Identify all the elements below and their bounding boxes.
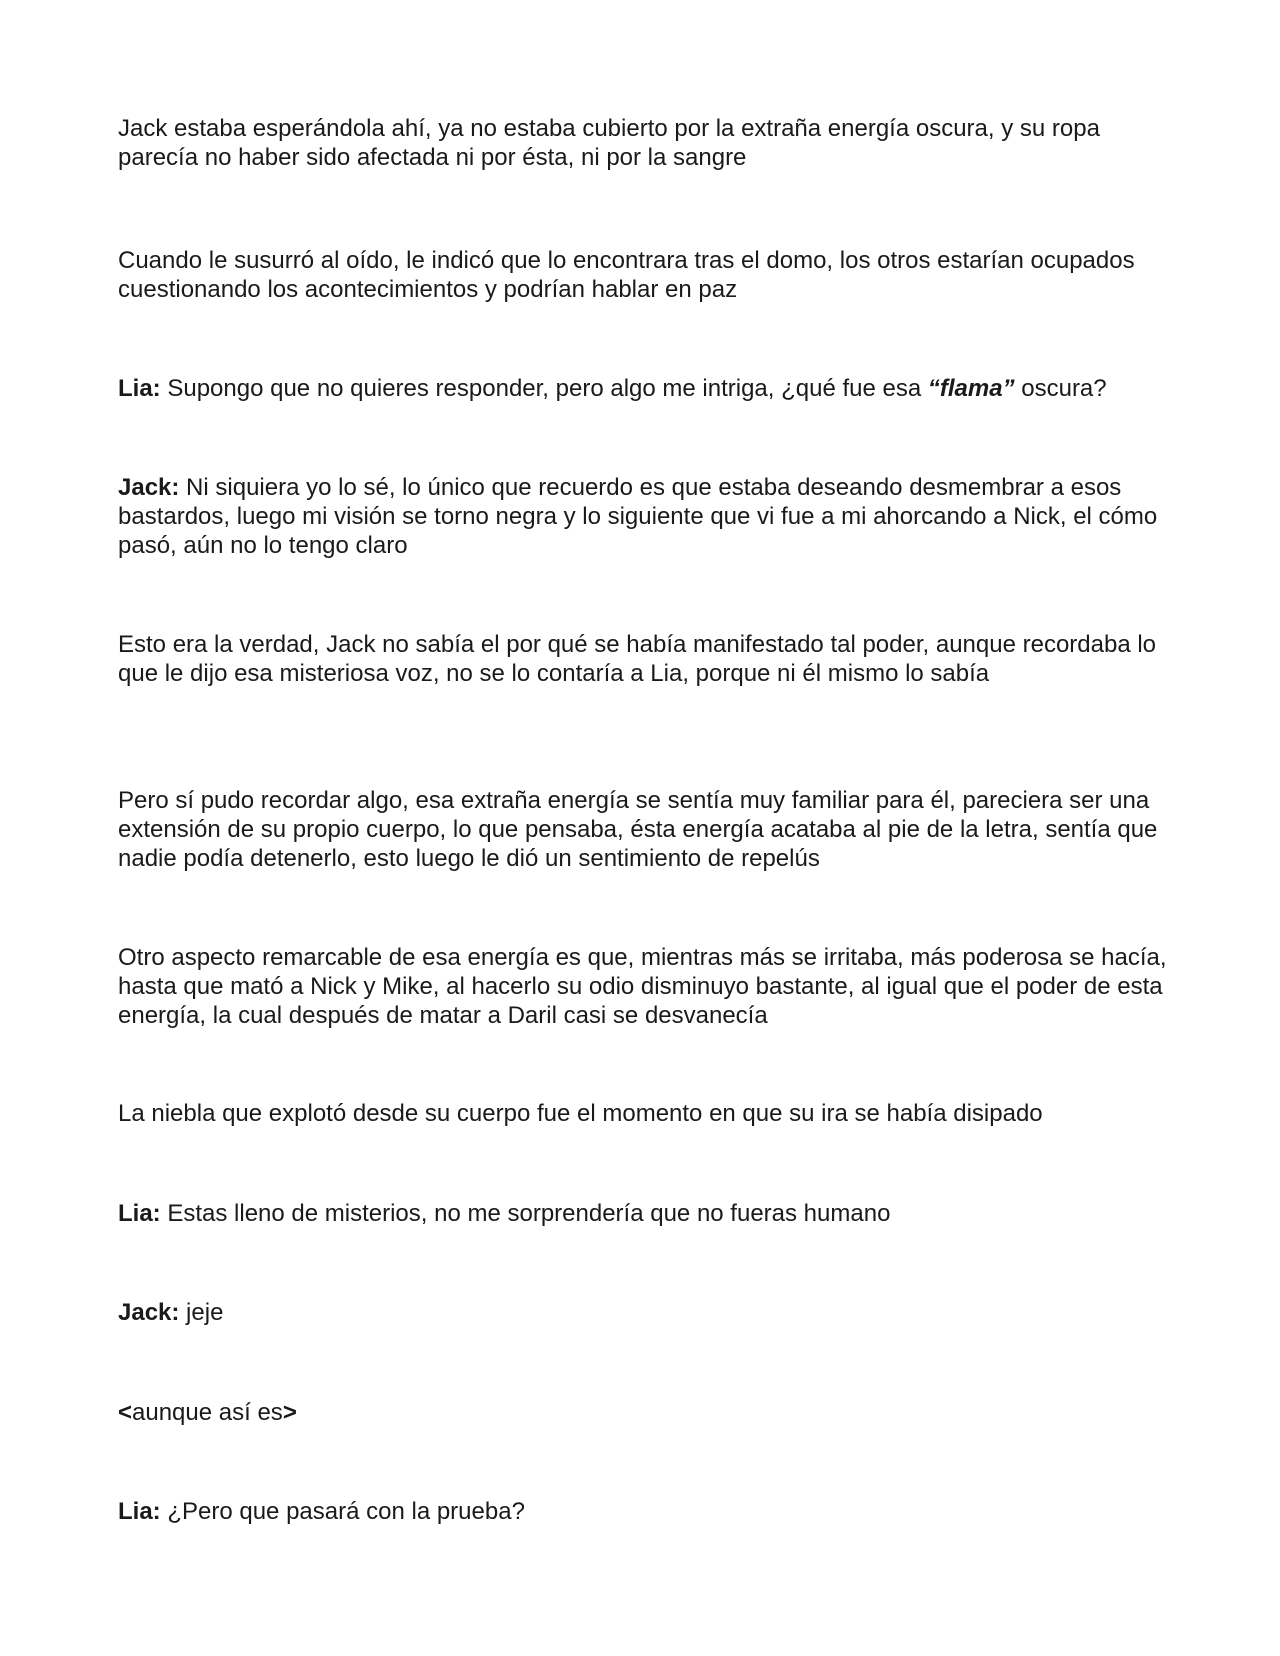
paragraph-text: Pero sí pudo recordar algo, esa extraña energía se sentía muy familiar para él, pareciera ser una extensión de su propio cuerpo, lo que pensaba, ésta energía acataba al pie de la letra, sentía que nadie podía detenerlo, esto luego le dió un sentimiento de repelús	[118, 787, 1158, 872]
dialogue-text-end: oscura?	[1014, 375, 1107, 402]
paragraph-text: Cuando le susurró al oído, le indicó que lo encontrara tras el domo, los otros estarían ocupados cuestionando los acontecimientos y podrían hablar en paz	[118, 247, 1135, 303]
paragraph-text: Otro aspecto remarcable de esa energía es que, mientras más se irritaba, más poderosa se hacía, hasta que mató a Nick y Mike, al hacerlo su odio disminuyo bastante, al igual que el poder de esta energía, la cual después de matar a Daril casi se desvanecía	[118, 944, 1167, 1029]
paragraph-narration-5	[118, 943, 1168, 1030]
dialogue-lia-1	[118, 374, 1168, 403]
speaker-name: Lia:	[118, 1498, 161, 1525]
close-bracket: >	[282, 1399, 297, 1426]
paragraph-narration-4	[118, 786, 1168, 873]
paragraph-text: Jack estaba esperándola ahí, ya no estaba cubierto por la extraña energía oscura, y su ropa parecía no haber sido afectada ni por ésta, ni por la sangre	[118, 115, 1100, 171]
speaker-name: Lia:	[118, 375, 161, 402]
dialogue-lia-2	[118, 1199, 1168, 1228]
dialogue-text: ¿Pero que pasará con la prueba?	[160, 1498, 525, 1525]
speaker-name: Lia:	[118, 1200, 161, 1227]
paragraph-narration-6	[118, 1099, 1168, 1128]
inner-thought	[118, 1398, 1168, 1427]
paragraph-text: La niebla que explotó desde su cuerpo fue el momento en que su ira se había disipado	[118, 1100, 1043, 1127]
thought-text: aunque así es	[132, 1399, 283, 1426]
dialogue-text: Supongo que no quieres responder, pero algo me intriga, ¿qué fue esa	[160, 375, 928, 402]
speaker-name: Jack:	[118, 1299, 180, 1326]
dialogue-jack-1	[118, 473, 1168, 560]
dialogue-lia-3	[118, 1497, 1168, 1526]
paragraph-narration-1	[118, 114, 1168, 172]
dialogue-text: Ni siquiera yo lo sé, lo único que recuerdo es que estaba deseando desmembrar a esos bastardos, luego mi visión se torno negra y lo siguiente que vi fue a mi ahorcando a Nick, el cómo pasó, aún no lo tengo claro	[118, 474, 1158, 559]
dialogue-jack-2	[118, 1298, 1168, 1327]
paragraph-narration-3	[118, 630, 1168, 688]
dialogue-text: jeje	[179, 1299, 224, 1326]
dialogue-text: Estas lleno de misterios, no me sorprendería que no fueras humano	[160, 1200, 891, 1227]
open-bracket: <	[118, 1399, 133, 1426]
emphasis-text: “flama”	[927, 375, 1015, 402]
speaker-name: Jack:	[118, 474, 180, 501]
paragraph-narration-2	[118, 246, 1168, 304]
paragraph-text: Esto era la verdad, Jack no sabía el por qué se había manifestado tal poder, aunque recordaba lo que le dijo esa misteriosa voz, no se lo contaría a Lia, porque ni él mismo lo sabía	[118, 631, 1157, 687]
